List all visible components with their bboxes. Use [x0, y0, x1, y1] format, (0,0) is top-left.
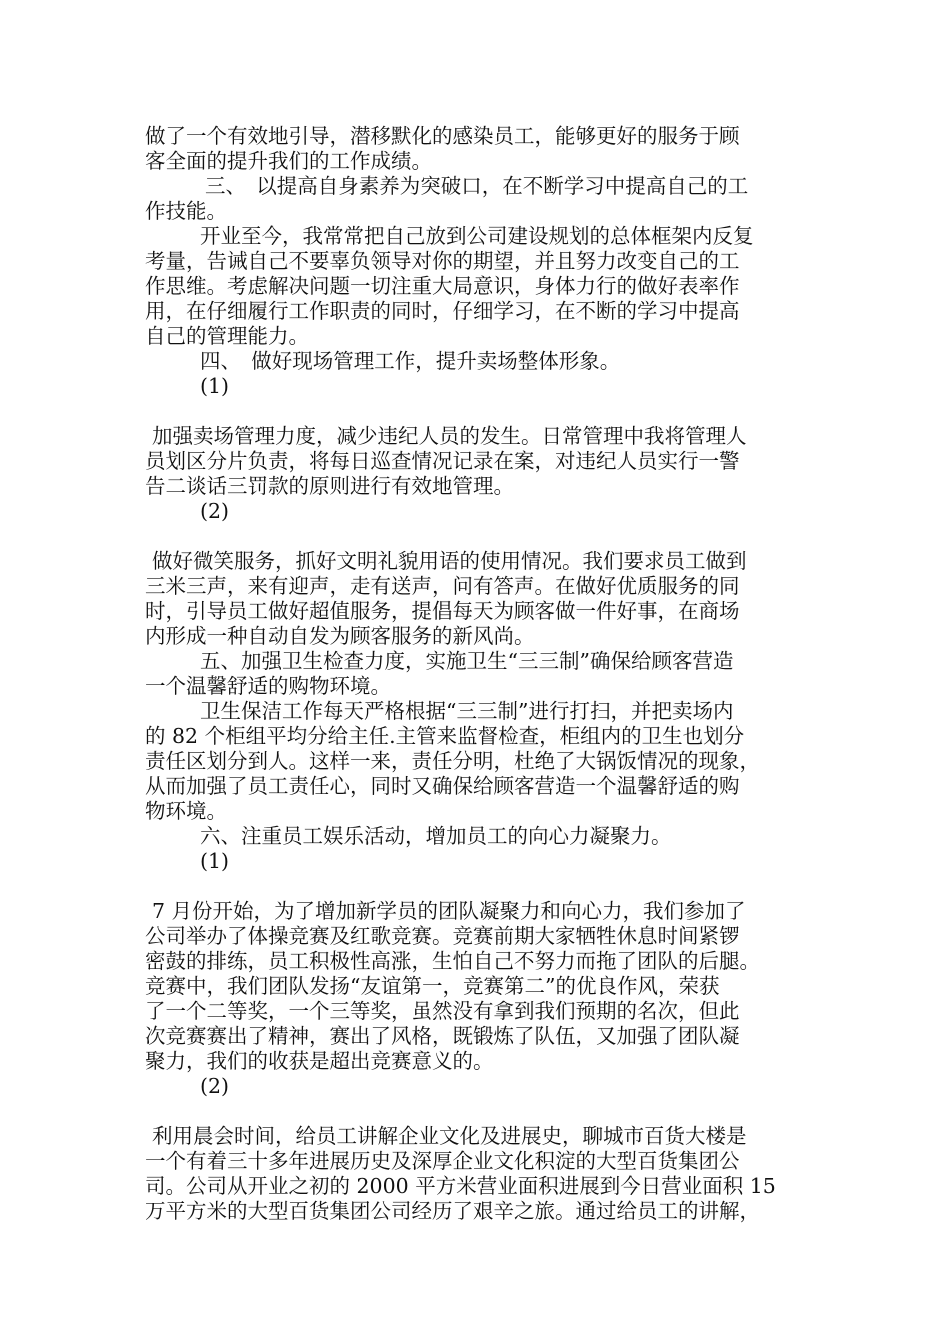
- text-line: 7 月份开始，为了增加新学员的团队凝聚力和向心力，我们参加了: [152, 899, 746, 923]
- text-line: 告二谈话三罚款的原则进行有效地管理。: [145, 474, 514, 498]
- text-line: 次竞赛赛出了精神，赛出了风格，既锻炼了队伍，又加强了团队凝: [145, 1024, 740, 1048]
- text-line: 公司举办了体操竞赛及红歌竞赛。竞赛前期大家牺牲休息时间紧锣: [145, 924, 740, 948]
- section-heading: 四、 做好现场管理工作，提升卖场整体形象。: [200, 349, 621, 373]
- text-line: 聚力，我们的收获是超出竞赛意义的。: [145, 1049, 494, 1073]
- text-line: 作技能。: [145, 199, 227, 223]
- text-line: 三米三声，来有迎声，走有送声，问有答声。在做好优质服务的同: [145, 574, 740, 598]
- text-line: 做好微笑服务，抓好文明礼貌用语的使用情况。我们要求员工做到: [152, 549, 747, 573]
- item-number: (2): [200, 499, 230, 523]
- section-heading: 六、注重员工娱乐活动，增加员工的向心力凝聚力。: [200, 824, 672, 848]
- text-line: 开业至今，我常常把自己放到公司建设规划的总体框架内反复: [200, 224, 754, 248]
- text-line: 司。公司从开业之初的 2000 平方米营业面积进展到今日营业面积 15: [145, 1174, 776, 1198]
- text-line: 一个有着三十多年进展历史及深厚企业文化积淀的大型百货集团公: [145, 1149, 740, 1173]
- section-heading: 三、 以提高自身素养为突破口，在不断学习中提高自己的工: [205, 174, 749, 198]
- text-line: 的 82 个柜组平均分给主任.主管来监督检查，柜组内的卫生也划分: [145, 724, 745, 748]
- text-line: 从而加强了员工责任心，同时又确保给顾客营造一个温馨舒适的购: [145, 774, 740, 798]
- text-line: 利用晨会时间，给员工讲解企业文化及进展史，聊城市百货大楼是: [152, 1124, 747, 1148]
- text-line: 加强卖场管理力度，减少违纪人员的发生。日常管理中我将管理人: [152, 424, 747, 448]
- text-line: 万平方米的大型百货集团公司经历了艰辛之旅。通过给员工的讲解，: [145, 1199, 760, 1223]
- text-line: 竞赛中，我们团队发扬“友谊第一，竞赛第二”的优良作风，荣获: [145, 974, 720, 998]
- text-line: 做了一个有效地引导，潜移默化的感染员工，能够更好的服务于顾: [145, 124, 740, 148]
- text-line: 密鼓的排练，员工积极性高涨，生怕自己不努力而拖了团队的后腿。: [145, 949, 760, 973]
- text-line: 时，引导员工做好超值服务，提倡每天为顾客做一件好事，在商场: [145, 599, 740, 623]
- text-line: 用，在仔细履行工作职责的同时，仔细学习，在不断的学习中提高: [145, 299, 740, 323]
- item-number: (1): [200, 374, 230, 398]
- text-line: 责任区划分到人。这样一来，责任分明，杜绝了大锅饭情况的现象，: [145, 749, 760, 773]
- item-number: (1): [200, 849, 230, 873]
- text-line: 考量，告诫自己不要辜负领导对你的期望，并且努力改变自己的工: [145, 249, 740, 273]
- text-line: 客全面的提升我们的工作成绩。: [145, 149, 432, 173]
- text-line: 员划区分片负责，将每日巡查情况记录在案，对违纪人员实行一警: [145, 449, 740, 473]
- item-number: (2): [200, 1074, 230, 1098]
- text-line: 物环境。: [145, 799, 227, 823]
- text-line: 了一个二等奖，一个三等奖，虽然没有拿到我们预期的名次，但此: [145, 999, 740, 1023]
- text-line: 内形成一种自动自发为顾客服务的新风尚。: [145, 624, 535, 648]
- text-line: 一个温馨舒适的购物环境。: [145, 674, 391, 698]
- section-heading: 五、加强卫生检查力度，实施卫生“三三制”确保给顾客营造: [200, 649, 734, 673]
- text-line: 卫生保洁工作每天严格根据“三三制”进行打扫，并把卖场内: [200, 699, 734, 723]
- text-line: 作思维。考虑解决问题一切注重大局意识，身体力行的做好表率作: [145, 274, 740, 298]
- text-line: 自己的管理能力。: [145, 324, 309, 348]
